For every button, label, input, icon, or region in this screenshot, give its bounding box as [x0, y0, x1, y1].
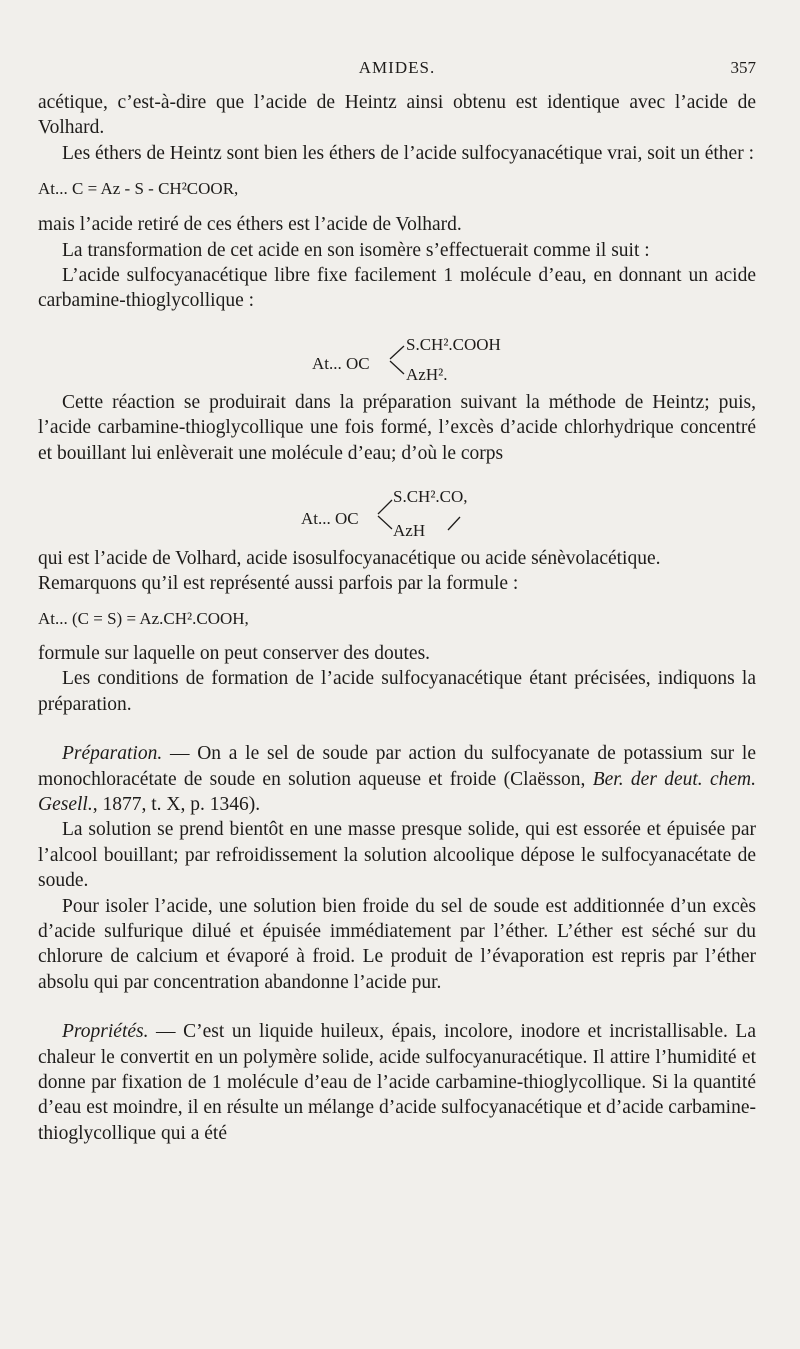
paragraph: La transformation de cet acide en son isomère s’effectuerait comme il suit :: [62, 239, 650, 261]
section-heading: Propriétés.: [62, 1021, 149, 1043]
paragraph: mais l’acide retiré de ces éthers est l’acide de Volhard.: [38, 214, 462, 236]
paragraph: formule sur laquelle on peut conserver des doutes.: [38, 642, 431, 664]
formula-alternative: At... (C = S) = Az.CH².COOH,: [38, 608, 249, 628]
running-title: AMIDES.: [358, 58, 436, 77]
formula-bottom: AzH².: [406, 364, 448, 384]
formula-carbamine-thioglycollic: [272, 314, 522, 390]
page-number: 357: [730, 58, 756, 77]
paragraph: Les éthers de Heintz sont bien les éthers de l’acide sulfocyanacétique vrai, soit un éther :: [62, 142, 754, 164]
section-preparation: Préparation. — On a le sel de soude par action du sulfocyanate de potassium sur le monochloracétate de soude en solution aqueuse et froide (Claësson, Ber. der deut. chem. Gesell., 1877, t. X, p. 1346).: [38, 743, 756, 815]
formula-ether: At... C = Az - S - CH²COOR,: [38, 179, 239, 199]
paragraph: qui est l’acide de Volhard, acide isosulfocyanacétique ou acide sénèvolacétique.: [38, 548, 661, 570]
citation: Ber. der deut. chem. Gesell.: [38, 768, 756, 815]
formula-volhard-acid: [287, 466, 507, 546]
formula-bottom: AzH: [393, 521, 426, 541]
paragraph: acétique, c’est-à-dire que l’acide de Heintz ainsi obtenu est identique avec l’acide de Volhard.: [38, 92, 756, 139]
paragraph: L’acide sulfocyanacétique libre fixe facilement 1 molécule d’eau, en donnant un acide carbamine-thioglycollique :: [38, 265, 756, 312]
paragraph: Pour isoler l’acide, une solution bien froide du sel de soude est additionnée d’un excès d’acide sulfurique dilué et épuisée immédiatement par l’éther. L’éther est séché sur du chlorure de calcium et évaporé à froid. Le produit de l’évaporation est repris par l’éther absolu qui par concentration abandonne l’acide pur.: [38, 895, 756, 993]
paragraph: Les conditions de formation de l’acide sulfocyanacétique étant précisées, indiquons la préparation.: [38, 668, 756, 715]
formula-top: S.CH².COOH: [406, 334, 501, 354]
section-heading: Préparation.: [62, 743, 163, 765]
formula-top: S.CH².CO,: [393, 487, 468, 507]
formula-prefix: At... OC: [301, 509, 359, 529]
section-properties: Propriétés. — C’est un liquide huileux, épais, incolore, inodore et incristallisable. La chaleur le convertit en un polymère solide, acide sulfocyanuracétique. Il attire l’humidité et donne par fixation de 1 molécule d’eau de l’acide carbamine-thioglycollique. Si la quantité d’eau est moindre, il en résulte un mélange d’acide sulfocyanacétique et d’acide carbamine-thioglycollique qui a été: [38, 1021, 756, 1144]
paragraph: Remarquons qu’il est représenté aussi parfois par la formule :: [38, 573, 519, 595]
paragraph: La solution se prend bientôt en une masse presque solide, qui est essorée et épuisée par l’alcool bouillant; par refroidissement la solution alcoolique dépose le sulfocyanacétate de soude.: [38, 819, 756, 892]
formula-prefix: At... OC: [312, 353, 370, 373]
page-header: [38, 58, 756, 82]
paragraph: Cette réaction se produirait dans la préparation suivant la méthode de Heintz; puis, l’acide carbamine-thioglycollique une fois formé, l’excès d’acide chlorhydrique concentré et bouillant lui enlèverait une molécule d’eau; d’où le corps: [38, 391, 756, 464]
body-text: [38, 90, 756, 1146]
